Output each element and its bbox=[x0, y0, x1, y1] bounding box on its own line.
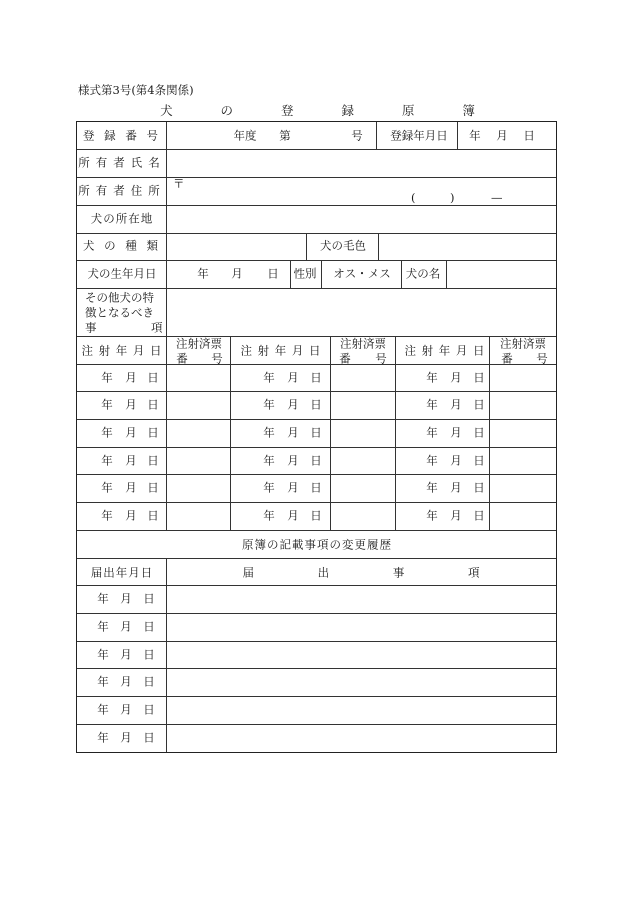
injection-date-cell[interactable]: 年 bbox=[263, 480, 275, 495]
dog-name-label: 犬の名 bbox=[405, 266, 441, 281]
row-divider bbox=[77, 585, 556, 586]
injection-date-cell[interactable]: 月 bbox=[287, 508, 299, 523]
filing-date-cell[interactable]: 年 bbox=[97, 730, 109, 745]
row-divider bbox=[77, 502, 556, 503]
filing-date-cell[interactable]: 年 bbox=[97, 647, 109, 662]
injection-date-cell[interactable]: 年 bbox=[263, 453, 275, 468]
injection-date-cell[interactable]: 日 bbox=[147, 508, 159, 523]
injection-date-header-2: 注 射 年 月 日 bbox=[240, 343, 322, 358]
injection-date-cell[interactable]: 月 bbox=[125, 508, 137, 523]
owner-name-label: 所有者氏名 bbox=[78, 155, 166, 170]
ticket-header-1-line2b: 号 bbox=[211, 351, 223, 366]
filing-items-header: 届 出 事 項 bbox=[242, 565, 510, 580]
features-label-line1: その他犬の特 bbox=[85, 290, 154, 305]
filing-date-cell[interactable]: 日 bbox=[143, 674, 155, 689]
coat-color-field[interactable] bbox=[379, 233, 556, 260]
injection-date-cell[interactable]: 年 bbox=[263, 397, 275, 412]
breed-label: 犬 の 種 類 bbox=[83, 238, 161, 253]
injection-column-divider bbox=[489, 336, 490, 530]
dog-name-field[interactable] bbox=[447, 261, 556, 288]
injection-date-cell[interactable]: 日 bbox=[473, 397, 485, 412]
row-divider bbox=[77, 447, 556, 448]
dog-registry-form bbox=[76, 121, 557, 753]
injection-date-cell[interactable]: 月 bbox=[125, 397, 137, 412]
birth-date-label: 犬の生年月日 bbox=[87, 266, 157, 281]
injection-date-cell[interactable]: 日 bbox=[310, 453, 322, 468]
injection-date-cell[interactable]: 日 bbox=[310, 370, 322, 385]
number-prefix: 第 bbox=[279, 128, 291, 143]
injection-date-cell[interactable]: 月 bbox=[450, 508, 462, 523]
filing-date-cell[interactable]: 月 bbox=[120, 674, 132, 689]
filing-date-cell[interactable]: 月 bbox=[120, 647, 132, 662]
filing-date-cell[interactable]: 月 bbox=[120, 619, 132, 634]
injection-date-cell[interactable]: 年 bbox=[263, 370, 275, 385]
injection-date-cell[interactable]: 月 bbox=[287, 397, 299, 412]
filing-date-header: 届出年月日 bbox=[90, 565, 154, 580]
filing-date-cell[interactable]: 日 bbox=[143, 619, 155, 634]
document-title: 犬 の 登 録 原 簿 bbox=[160, 103, 497, 118]
coat-color-label: 犬の毛色 bbox=[320, 238, 366, 253]
cell-divider bbox=[306, 233, 307, 260]
features-label-line3a: 事 bbox=[85, 320, 97, 335]
injection-date-cell[interactable]: 月 bbox=[450, 370, 462, 385]
phone-dash: — bbox=[491, 190, 503, 205]
ticket-header-1-line1: 注射済票 bbox=[176, 336, 222, 351]
injection-column-divider bbox=[330, 336, 331, 530]
row-divider bbox=[77, 391, 556, 392]
injection-date-cell[interactable]: 日 bbox=[147, 370, 159, 385]
injection-date-cell[interactable]: 日 bbox=[310, 508, 322, 523]
injection-date-cell[interactable]: 年 bbox=[426, 425, 438, 440]
injection-date-cell[interactable]: 月 bbox=[125, 370, 137, 385]
phone-open-paren: ( bbox=[411, 190, 416, 205]
injection-date-cell[interactable]: 年 bbox=[426, 397, 438, 412]
injection-date-cell[interactable]: 月 bbox=[287, 425, 299, 440]
injection-date-cell[interactable]: 日 bbox=[310, 397, 322, 412]
injection-date-cell[interactable]: 年 bbox=[263, 508, 275, 523]
registration-date-label: 登録年月日 bbox=[390, 128, 448, 143]
injection-date-cell[interactable]: 日 bbox=[473, 508, 485, 523]
filing-date-cell[interactable]: 年 bbox=[97, 619, 109, 634]
row-divider bbox=[77, 696, 556, 697]
birth-year: 年 bbox=[197, 266, 209, 281]
injection-date-cell[interactable]: 月 bbox=[125, 453, 137, 468]
ticket-header-3-line2b: 号 bbox=[536, 351, 548, 366]
injection-date-cell[interactable]: 月 bbox=[287, 370, 299, 385]
features-label-line3b: 項 bbox=[151, 320, 163, 335]
filing-date-cell[interactable]: 月 bbox=[120, 730, 132, 745]
postal-mark: 〒 bbox=[173, 176, 185, 191]
injection-date-cell[interactable]: 日 bbox=[310, 425, 322, 440]
injection-column-divider bbox=[395, 336, 396, 530]
owner-address-field[interactable] bbox=[167, 178, 556, 205]
injection-date-cell[interactable]: 年 bbox=[426, 453, 438, 468]
injection-date-cell[interactable]: 月 bbox=[125, 480, 137, 495]
injection-column-divider bbox=[230, 336, 231, 530]
row-divider bbox=[77, 613, 556, 614]
history-section-title: 原簿の記載事項の変更履歴 bbox=[242, 537, 392, 552]
injection-date-cell[interactable]: 月 bbox=[125, 425, 137, 440]
injection-date-cell[interactable]: 年 bbox=[101, 425, 113, 440]
row-divider bbox=[77, 724, 556, 725]
injection-date-cell[interactable]: 年 bbox=[426, 480, 438, 495]
ticket-header-2-line1: 注射済票 bbox=[340, 336, 386, 351]
filing-date-cell[interactable]: 日 bbox=[143, 591, 155, 606]
injection-date-header-3: 注 射 年 月 日 bbox=[404, 343, 486, 358]
injection-date-cell[interactable]: 年 bbox=[101, 453, 113, 468]
form-number: 様式第3号(第4条関係) bbox=[78, 83, 194, 97]
injection-date-cell[interactable]: 月 bbox=[450, 480, 462, 495]
injection-date-cell[interactable]: 年 bbox=[426, 370, 438, 385]
injection-date-cell[interactable]: 日 bbox=[147, 453, 159, 468]
ticket-header-2-line2b: 号 bbox=[375, 351, 387, 366]
sex-label: 性別 bbox=[293, 266, 317, 281]
row-divider bbox=[77, 668, 556, 669]
features-field[interactable] bbox=[167, 289, 556, 336]
row-divider bbox=[77, 419, 556, 420]
injection-date-cell[interactable]: 年 bbox=[101, 508, 113, 523]
injection-date-cell[interactable]: 月 bbox=[287, 480, 299, 495]
injection-date-cell[interactable]: 月 bbox=[450, 425, 462, 440]
registration-date-value: 年 月 日 bbox=[469, 128, 541, 143]
phone-close-paren: ) bbox=[450, 190, 455, 205]
injection-date-cell[interactable]: 年 bbox=[101, 370, 113, 385]
filing-date-cell[interactable]: 日 bbox=[143, 730, 155, 745]
injection-date-header-1: 注 射 年 月 日 bbox=[81, 343, 163, 358]
cell-divider bbox=[290, 260, 291, 288]
row-divider bbox=[77, 530, 556, 531]
ticket-header-2-line2a: 番 bbox=[339, 351, 351, 366]
birth-month: 月 bbox=[231, 266, 243, 281]
sex-options[interactable]: オス・メス bbox=[333, 266, 391, 281]
number-suffix: 号 bbox=[351, 128, 363, 143]
filing-date-cell[interactable]: 年 bbox=[97, 674, 109, 689]
injection-date-cell[interactable]: 年 bbox=[263, 425, 275, 440]
owner-address-label: 所有者住所 bbox=[78, 183, 166, 198]
injection-date-cell[interactable]: 日 bbox=[473, 370, 485, 385]
injection-date-cell[interactable]: 月 bbox=[287, 453, 299, 468]
filing-date-cell[interactable]: 日 bbox=[143, 702, 155, 717]
filing-date-cell[interactable]: 月 bbox=[120, 591, 132, 606]
filing-date-cell[interactable]: 年 bbox=[97, 591, 109, 606]
owner-name-field[interactable] bbox=[167, 150, 556, 177]
filing-date-cell[interactable]: 月 bbox=[120, 702, 132, 717]
ticket-header-3-line2a: 番 bbox=[501, 351, 513, 366]
injection-date-cell[interactable]: 日 bbox=[473, 480, 485, 495]
ticket-header-3-line1: 注射済票 bbox=[500, 336, 546, 351]
features-label-line2: 徴となるべき bbox=[85, 305, 154, 320]
injection-date-cell[interactable]: 月 bbox=[450, 397, 462, 412]
row-divider bbox=[77, 474, 556, 475]
injection-date-cell[interactable]: 年 bbox=[426, 508, 438, 523]
row-divider bbox=[77, 336, 556, 337]
cell-divider bbox=[401, 260, 402, 288]
injection-date-cell[interactable]: 日 bbox=[310, 480, 322, 495]
cell-divider bbox=[321, 260, 322, 288]
filing-date-cell[interactable]: 年 bbox=[97, 702, 109, 717]
injection-date-cell[interactable]: 日 bbox=[147, 397, 159, 412]
injection-date-cell[interactable]: 日 bbox=[147, 480, 159, 495]
row-divider bbox=[77, 641, 556, 642]
injection-date-cell[interactable]: 日 bbox=[473, 425, 485, 440]
dog-location-label: 犬の所在地 bbox=[90, 211, 154, 226]
row-divider bbox=[77, 364, 556, 365]
row-divider bbox=[77, 558, 556, 559]
registration-number-label: 登 録 番 号 bbox=[83, 128, 161, 143]
injection-date-cell[interactable]: 日 bbox=[147, 425, 159, 440]
birth-day: 日 bbox=[267, 266, 279, 281]
ticket-header-1-line2a: 番 bbox=[176, 351, 188, 366]
filing-date-cell[interactable]: 日 bbox=[143, 647, 155, 662]
label-column-divider bbox=[166, 558, 167, 752]
breed-field[interactable] bbox=[167, 233, 306, 260]
dog-location-field[interactable] bbox=[167, 206, 556, 233]
cell-divider bbox=[376, 122, 377, 149]
cell-divider bbox=[457, 122, 458, 149]
injection-date-cell[interactable]: 月 bbox=[450, 453, 462, 468]
injection-date-cell[interactable]: 年 bbox=[101, 397, 113, 412]
fiscal-year-label: 年度 bbox=[233, 128, 257, 143]
injection-date-cell[interactable]: 日 bbox=[473, 453, 485, 468]
injection-date-cell[interactable]: 年 bbox=[101, 480, 113, 495]
